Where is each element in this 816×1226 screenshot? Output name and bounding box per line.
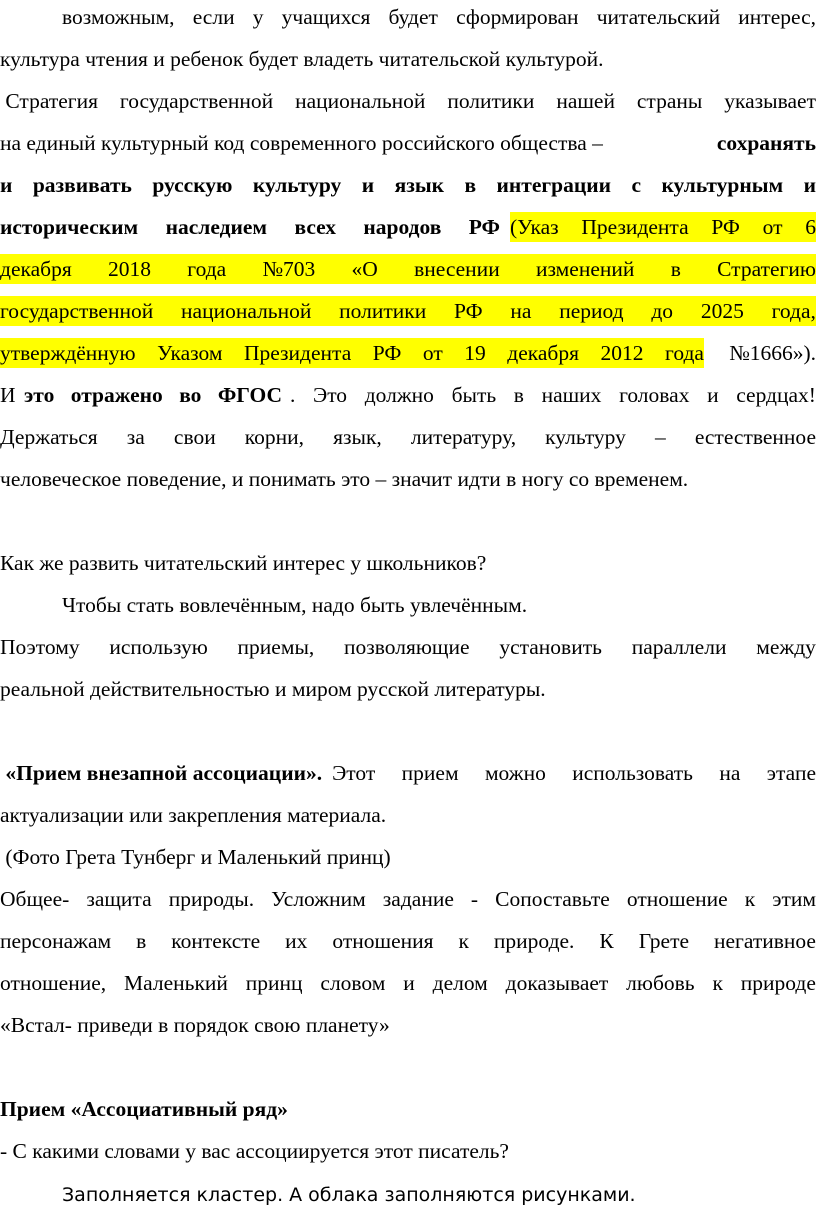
paragraph-5-line-2: актуализации или закрепления материала. [0, 803, 387, 827]
paragraph-2-line-7: утверждённую Указом Президента РФ от 19 декабря 2012 года №1666»). [0, 338, 816, 368]
section-heading: Прием «Ассоциативный ряд» [0, 1097, 288, 1121]
paragraph-2-line-4 [0, 212, 816, 242]
paragraph-3: Чтобы стать вовлечённым, надо быть увлечённым. [62, 593, 528, 617]
question-text: Как же развить читательский интерес у школьников? [0, 551, 487, 575]
paragraph-1-line-1: возможным, если у учащихся будет сформирован читательский интерес, [62, 5, 816, 29]
paragraph-2-line-3: и развивать русскую культуру и язык в интеграции с культурным и [0, 173, 816, 197]
bold-text: историческим наследием всех народов РФ [0, 215, 500, 239]
paragraph-8: - С какими словами у вас ассоциируется этот писатель? [0, 1139, 509, 1163]
paragraph-2-line-8: И это отражено во ФГОС . Это должно быть в наших головах и сердцах! [0, 380, 816, 410]
highlighted-text: (Указ Президента РФ от 6 [510, 212, 816, 242]
highlighted-text: утверждённую Указом Президента РФ от 19 декабря 2012 года [0, 338, 704, 368]
paragraph-4-line-2: реальной действительностью и миром русской литературы. [0, 677, 546, 701]
paragraph-2-line-2: на единый культурный код современного российского общества – сохранять [0, 128, 816, 158]
paragraph-1-line-2: культура чтения и ребенок будет владеть читательской культурой. [0, 47, 604, 71]
paragraph-7-line-3: отношение, Маленький принц словом и делом доказывает любовь к природе [0, 971, 816, 995]
bold-text: это отражено во ФГОС [24, 383, 282, 407]
paragraph-2-line-10: человеческое поведение, и понимать это – значит идти в ногу со временем. [0, 467, 689, 491]
paragraph-6: (Фото Грета Тунберг и Маленький принц) [0, 845, 391, 869]
paragraph-5-line-1: «Прием внезапной ассоциации». Этот прием можно использовать на этапе [0, 758, 816, 788]
paragraph-7-line-1: Общее- защита природы. Усложним задание - Сопоставьте отношение к этим [0, 887, 816, 911]
paragraph-7-line-4: «Встал- приведи в порядок свою планету» [0, 1013, 390, 1037]
paragraph-2-line-9: Держаться за свои корни, язык, литературу, культуру – естественное [0, 425, 816, 449]
bold-text: «Прием внезапной ассоциации». [0, 761, 323, 785]
paragraph-2-line-1: Стратегия государственной национальной политики нашей страны указывает [0, 89, 816, 113]
paragraph-2-line-5: декабря 2018 года №703 «О внесении изменений в Стратегию [0, 254, 816, 284]
paragraph-9: Заполняется кластер. А облака заполняются рисунками. [62, 1184, 636, 1206]
paragraph-7-line-2: персонажам в контексте их отношения к природе. К Грете негативное [0, 929, 816, 953]
paragraph-2-line-6: государственной национальной политики РФ на период до 2025 года, [0, 296, 816, 326]
paragraph-4-line-1: Поэтому использую приемы, позволяющие установить параллели между [0, 635, 816, 659]
bold-text: сохранять [716, 131, 816, 155]
